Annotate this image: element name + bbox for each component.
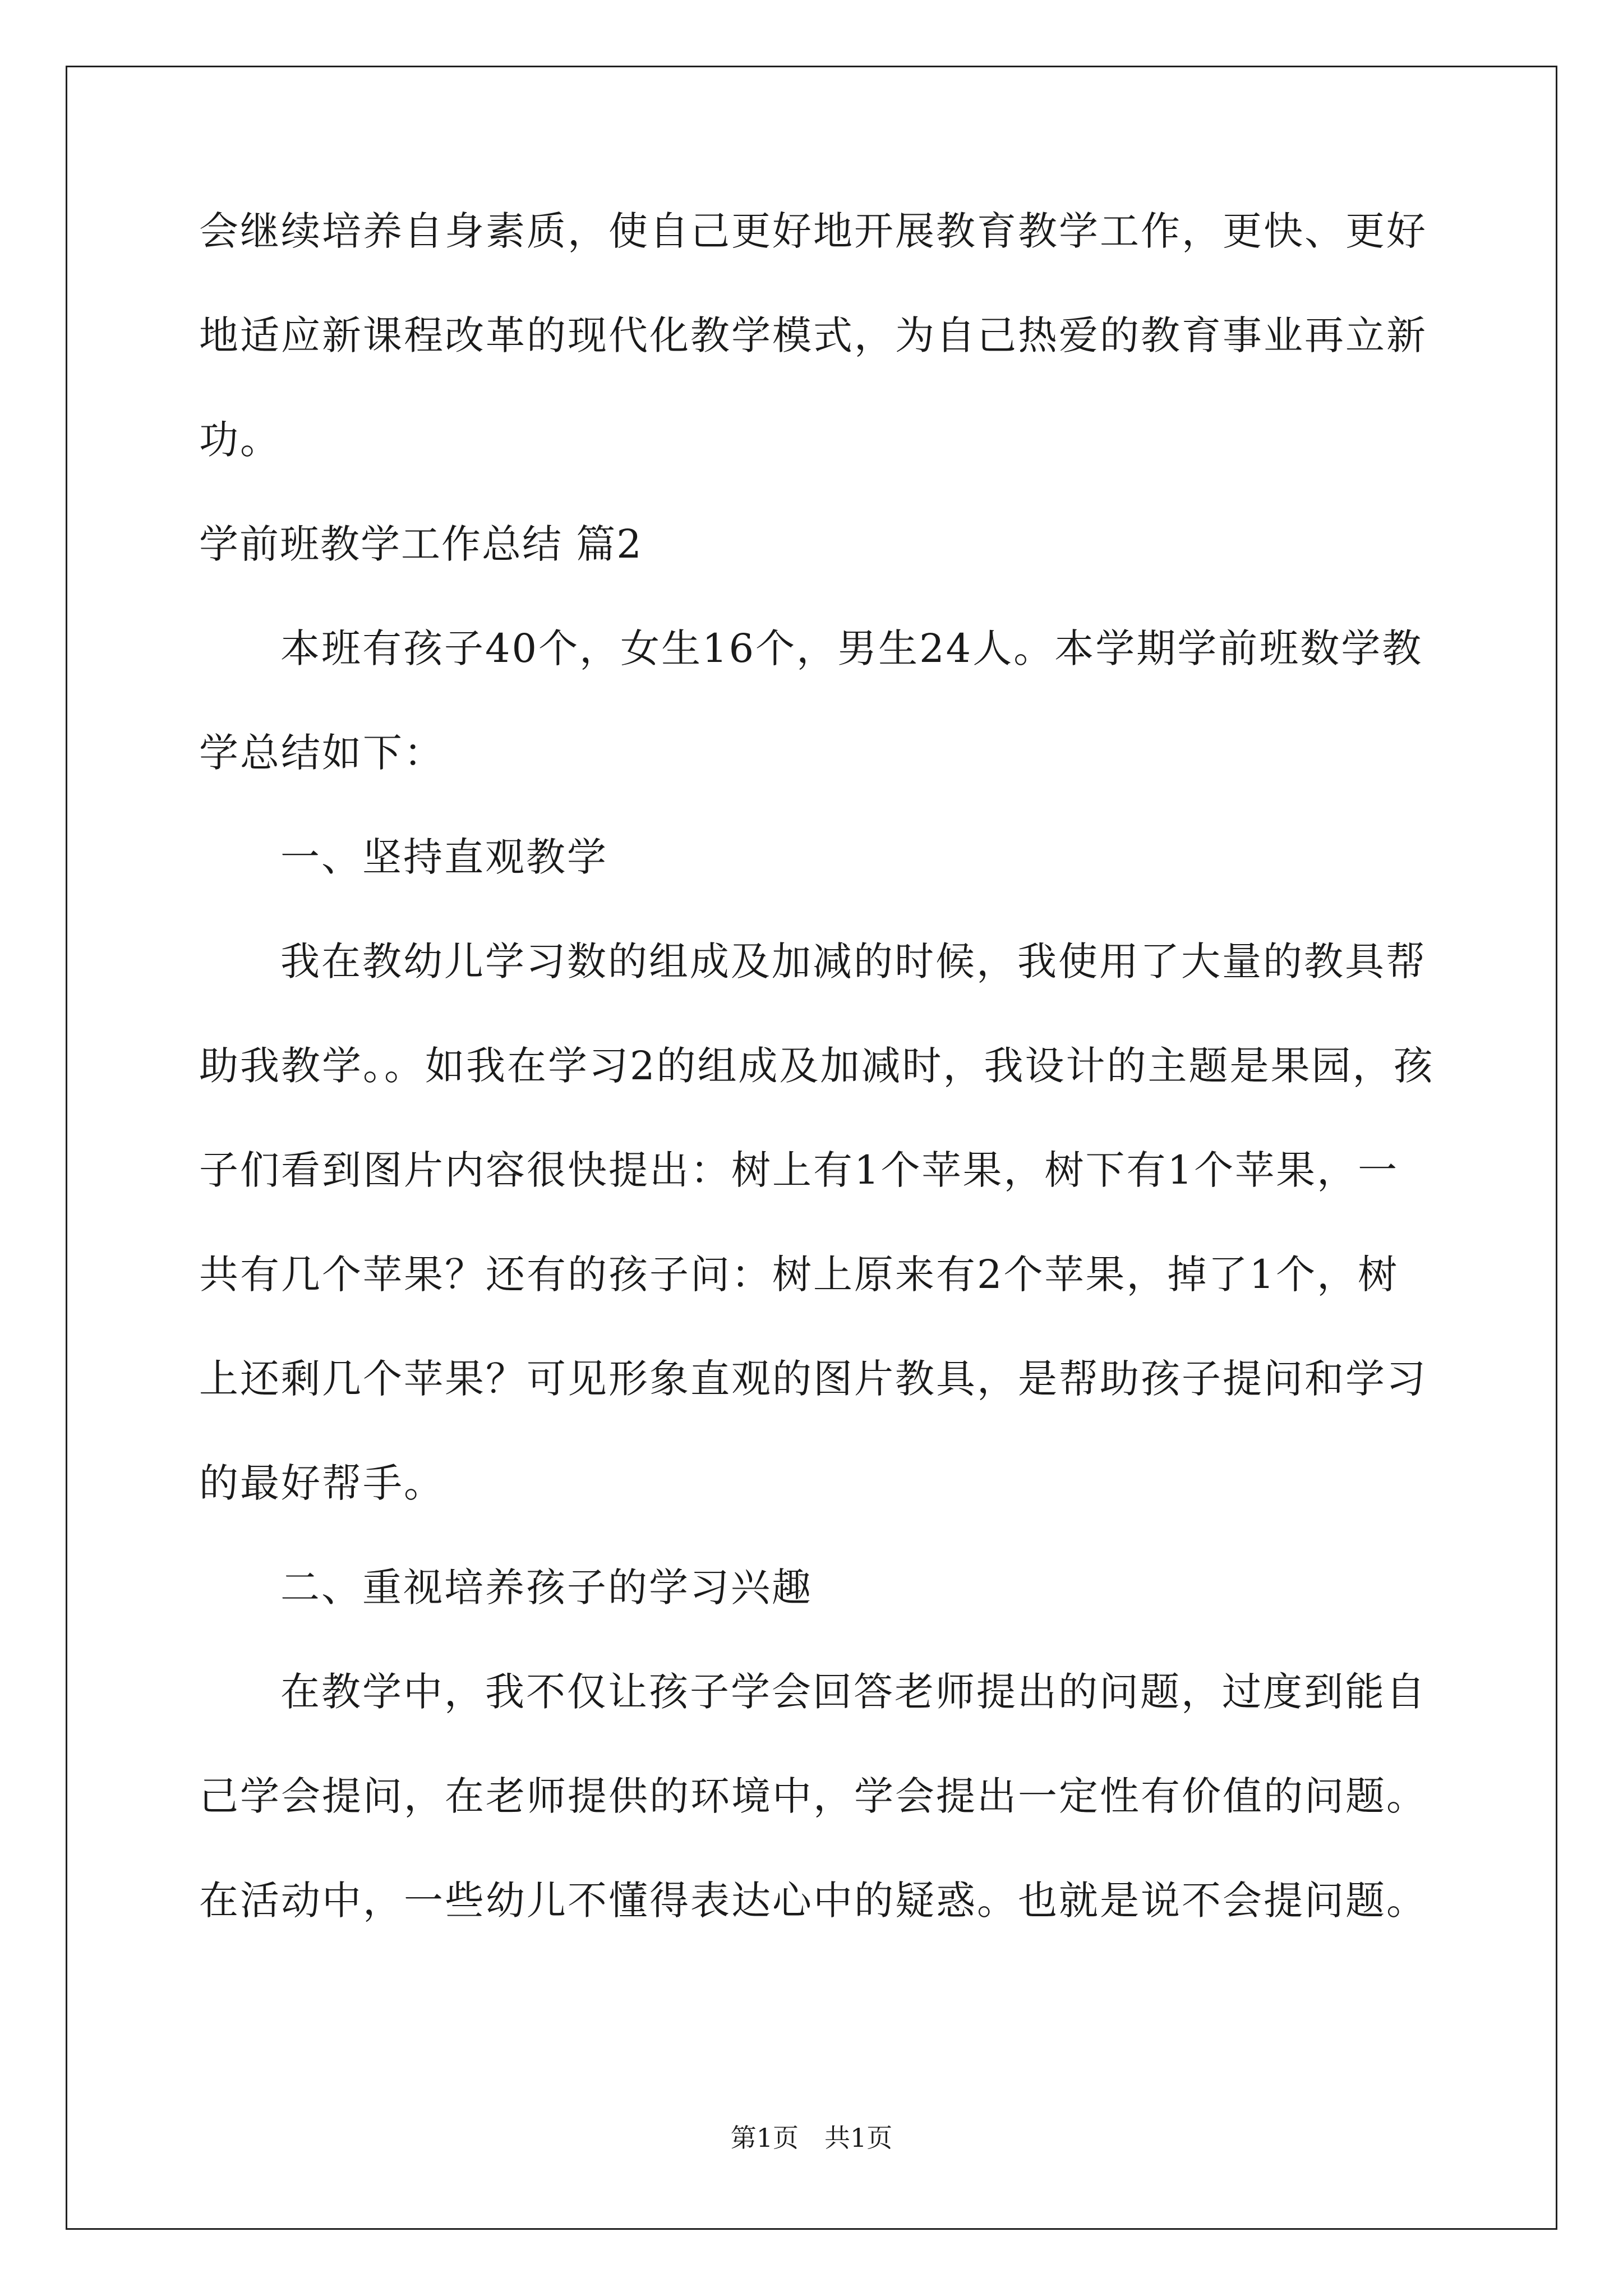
paragraph-line: 会继续培养自身素质，使自己更好地开展教育教学工作，更快、更好 bbox=[199, 208, 1427, 254]
paragraph-line: 己学会提问，在老师提供的环境中，学会提出一定性有价值的问题。 bbox=[199, 1773, 1427, 1819]
paragraph-line: 地适应新课程改革的现代化教学模式，为自己热爱的教育事业再立新 bbox=[199, 312, 1427, 358]
page-total: 共1页 bbox=[824, 2123, 893, 2153]
paragraph-line: 子们看到图片内容很快提出：树上有1个苹果，树下有1个苹果，一 bbox=[199, 1147, 1399, 1193]
subheading: 二、重视培养孩子的学习兴趣 bbox=[280, 1565, 813, 1611]
paragraph-line: 本班有孩子40个，女生16个，男生24人。本学期学前班数学教 bbox=[280, 625, 1423, 671]
paragraph-line: 上还剩几个苹果？可见形象直观的图片教具，是帮助孩子提问和学习 bbox=[199, 1356, 1427, 1402]
paragraph-line: 在活动中，一些幼儿不懂得表达心中的疑惑。也就是说不会提问题。 bbox=[199, 1878, 1427, 1924]
paragraph-line: 助我教学。。如我在学习2的组成及加减时，我设计的主题是果园，孩 bbox=[199, 1043, 1435, 1089]
paragraph-line: 我在教幼儿学习数的组成及加减的时候，我使用了大量的教具帮 bbox=[280, 938, 1427, 984]
page-footer bbox=[0, 2125, 1623, 2151]
paragraph-line: 的最好帮手。 bbox=[199, 1460, 445, 1506]
paragraph-line: 功。 bbox=[199, 417, 281, 463]
paragraph-line: 共有几个苹果？还有的孩子问：树上原来有2个苹果，掉了1个，树 bbox=[199, 1251, 1399, 1297]
subheading: 一、坚持直观教学 bbox=[280, 834, 608, 880]
document-body bbox=[199, 208, 1435, 1924]
section-title: 学前班教学工作总结 篇2 bbox=[199, 521, 643, 567]
paragraph-line: 在教学中，我不仅让孩子学会回答老师提出的问题，过度到能自 bbox=[280, 1669, 1427, 1715]
page-number: 第1页 bbox=[730, 2123, 799, 2153]
paragraph-line: 学总结如下： bbox=[199, 730, 445, 776]
